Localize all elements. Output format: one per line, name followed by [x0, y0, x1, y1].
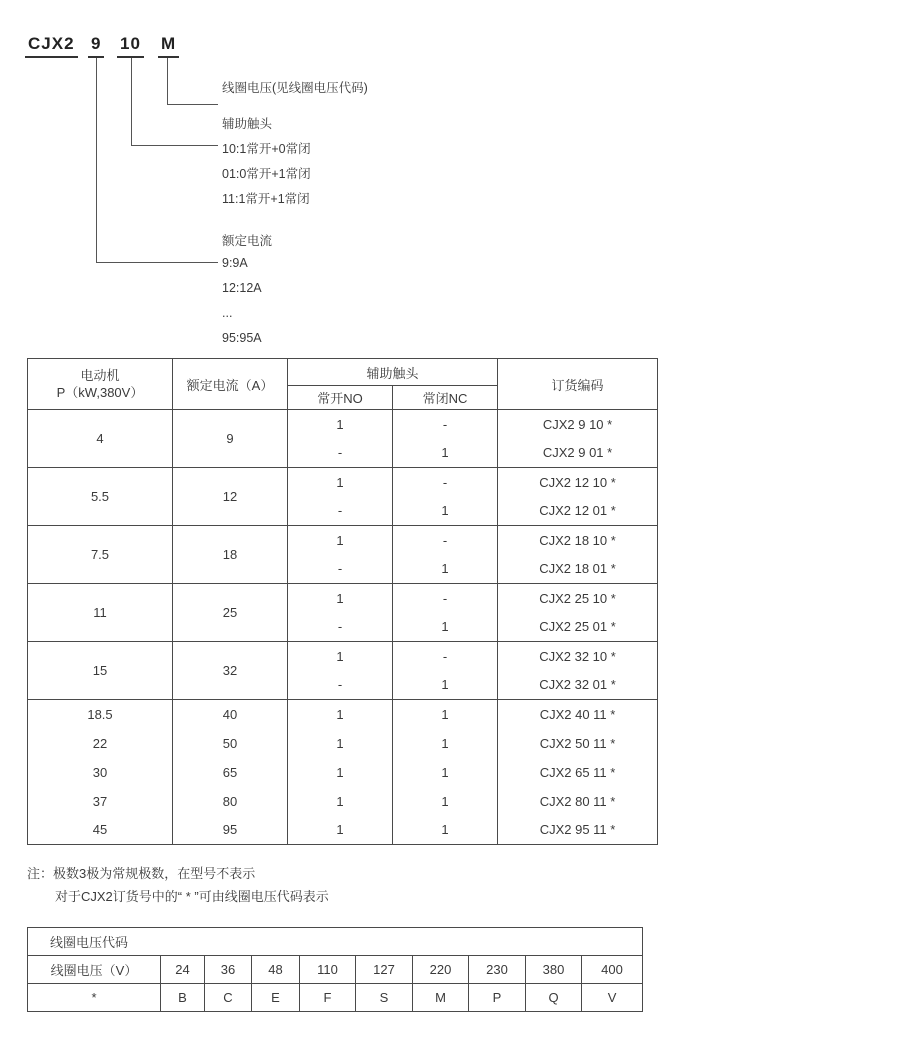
voltage-title-row	[28, 928, 643, 956]
code-cell: F	[300, 984, 356, 1012]
table-row	[28, 642, 658, 671]
current-option: 95:95A	[222, 331, 262, 345]
order-code-cell: CJX2 25 01 *	[498, 613, 658, 642]
no-cell: 1	[288, 410, 393, 439]
aux-contacts-header: 辅助触头	[288, 359, 498, 386]
no-cell: -	[288, 671, 393, 700]
table-row	[28, 526, 658, 555]
nc-cell: -	[393, 642, 498, 671]
motor-header-line1: 电动机	[80, 368, 120, 383]
model-current-code: 9	[88, 34, 104, 58]
nc-cell: 1	[393, 758, 498, 787]
voltage-cell: 230	[469, 956, 526, 984]
voltage-values-row	[28, 956, 643, 984]
motor-header-line2: P（kW,380V）	[56, 385, 144, 400]
aux-contact-label: 辅助触头	[222, 117, 273, 131]
header-row	[28, 359, 658, 386]
voltage-codes-row	[28, 984, 643, 1012]
current-cell: 9	[173, 410, 288, 468]
current-cell: 25	[173, 584, 288, 642]
table-row	[28, 729, 658, 758]
current-cell: 18	[173, 526, 288, 584]
model-series: CJX2	[25, 34, 78, 58]
current-option: ...	[222, 306, 233, 320]
order-code-cell: CJX2 18 10 *	[498, 526, 658, 555]
power-cell: 15	[28, 642, 173, 700]
current-cell: 80	[173, 787, 288, 816]
model-aux-code: 10	[117, 34, 144, 58]
aux-option: 01:0常开+1常闭	[222, 167, 311, 181]
power-cell: 7.5	[28, 526, 173, 584]
table-row	[28, 758, 658, 787]
power-cell: 30	[28, 758, 173, 787]
table-row	[28, 584, 658, 613]
no-cell: 1	[288, 584, 393, 613]
connector-line-current	[96, 58, 218, 263]
no-cell: 1	[288, 816, 393, 845]
voltage-cell: 127	[356, 956, 413, 984]
voltage-cell: 380	[526, 956, 582, 984]
table-row	[28, 468, 658, 497]
selection-table	[27, 358, 658, 845]
power-cell: 22	[28, 729, 173, 758]
power-cell: 37	[28, 787, 173, 816]
current-cell: 95	[173, 816, 288, 845]
nc-cell: -	[393, 584, 498, 613]
voltage-row-label: 线圈电压（V）	[28, 956, 161, 984]
no-cell: 1	[288, 526, 393, 555]
current-cell: 12	[173, 468, 288, 526]
current-cell: 50	[173, 729, 288, 758]
current-cell: 40	[173, 700, 288, 729]
nc-cell: 1	[393, 787, 498, 816]
voltage-cell: 36	[205, 956, 252, 984]
order-code-header: 订货编码	[498, 359, 658, 410]
nc-cell: 1	[393, 700, 498, 729]
power-cell: 18.5	[28, 700, 173, 729]
voltage-cell: 220	[413, 956, 469, 984]
nc-cell: -	[393, 468, 498, 497]
aux-option: 10:1常开+0常闭	[222, 142, 311, 156]
nc-header: 常闭NC	[393, 386, 498, 410]
no-cell: -	[288, 613, 393, 642]
order-code-cell: CJX2 50 11 *	[498, 729, 658, 758]
power-cell: 4	[28, 410, 173, 468]
no-cell: 1	[288, 700, 393, 729]
code-cell: E	[252, 984, 300, 1012]
code-cell: Q	[526, 984, 582, 1012]
table-row	[28, 410, 658, 439]
no-cell: 1	[288, 787, 393, 816]
order-code-cell: CJX2 9 01 *	[498, 439, 658, 468]
order-code-cell: CJX2 95 11 *	[498, 816, 658, 845]
voltage-table-title: 线圈电压代码	[28, 928, 643, 956]
order-code-cell: CJX2 25 10 *	[498, 584, 658, 613]
code-cell: M	[413, 984, 469, 1012]
model-code-diagram	[0, 0, 900, 358]
current-cell: 65	[173, 758, 288, 787]
no-cell: 1	[288, 468, 393, 497]
nc-cell: -	[393, 526, 498, 555]
note-line-1: 注：极数3极为常规极数，在型号不表示	[27, 866, 256, 881]
nc-cell: 1	[393, 497, 498, 526]
no-cell: 1	[288, 729, 393, 758]
table-row	[28, 787, 658, 816]
order-code-cell: CJX2 9 10 *	[498, 410, 658, 439]
code-cell: C	[205, 984, 252, 1012]
aux-option: 11:1常开+1常闭	[222, 192, 310, 206]
order-code-cell: CJX2 65 11 *	[498, 758, 658, 787]
coil-voltage-table	[27, 927, 643, 1012]
current-option: 9:9A	[222, 256, 248, 270]
order-code-cell: CJX2 40 11 *	[498, 700, 658, 729]
table-row	[28, 700, 658, 729]
order-code-cell: CJX2 32 01 *	[498, 671, 658, 700]
rated-current-label: 额定电流	[222, 234, 273, 248]
nc-cell: 1	[393, 816, 498, 845]
nc-cell: 1	[393, 555, 498, 584]
notes	[27, 862, 900, 908]
current-option: 12:12A	[222, 281, 262, 295]
motor-header	[28, 359, 173, 410]
nc-cell: 1	[393, 729, 498, 758]
order-code-cell: CJX2 12 01 *	[498, 497, 658, 526]
code-cell: B	[161, 984, 205, 1012]
nc-cell: -	[393, 410, 498, 439]
power-cell: 45	[28, 816, 173, 845]
order-code-cell: CJX2 32 10 *	[498, 642, 658, 671]
code-cell: P	[469, 984, 526, 1012]
power-cell: 5.5	[28, 468, 173, 526]
voltage-cell: 110	[300, 956, 356, 984]
current-cell: 32	[173, 642, 288, 700]
coil-voltage-label: 线圈电压(见线圈电压代码)	[222, 81, 368, 95]
no-cell: -	[288, 439, 393, 468]
nc-cell: 1	[393, 439, 498, 468]
code-cell: V	[582, 984, 643, 1012]
no-cell: -	[288, 497, 393, 526]
nc-cell: 1	[393, 613, 498, 642]
no-cell: 1	[288, 758, 393, 787]
order-code-cell: CJX2 18 01 *	[498, 555, 658, 584]
voltage-cell: 24	[161, 956, 205, 984]
nc-cell: 1	[393, 671, 498, 700]
order-code-cell: CJX2 12 10 *	[498, 468, 658, 497]
no-cell: -	[288, 555, 393, 584]
no-header: 常开NO	[288, 386, 393, 410]
code-cell: S	[356, 984, 413, 1012]
table-row	[28, 816, 658, 845]
rated-current-header: 额定电流（A）	[173, 359, 288, 410]
note-line-2: 对于CJX2订货号中的“ * ”可由线圈电压代码表示	[55, 889, 329, 904]
power-cell: 11	[28, 584, 173, 642]
voltage-cell: 48	[252, 956, 300, 984]
star-label-cell: *	[28, 984, 161, 1012]
no-cell: 1	[288, 642, 393, 671]
voltage-cell: 400	[582, 956, 643, 984]
model-voltage-code: M	[158, 34, 179, 58]
order-code-cell: CJX2 80 11 *	[498, 787, 658, 816]
